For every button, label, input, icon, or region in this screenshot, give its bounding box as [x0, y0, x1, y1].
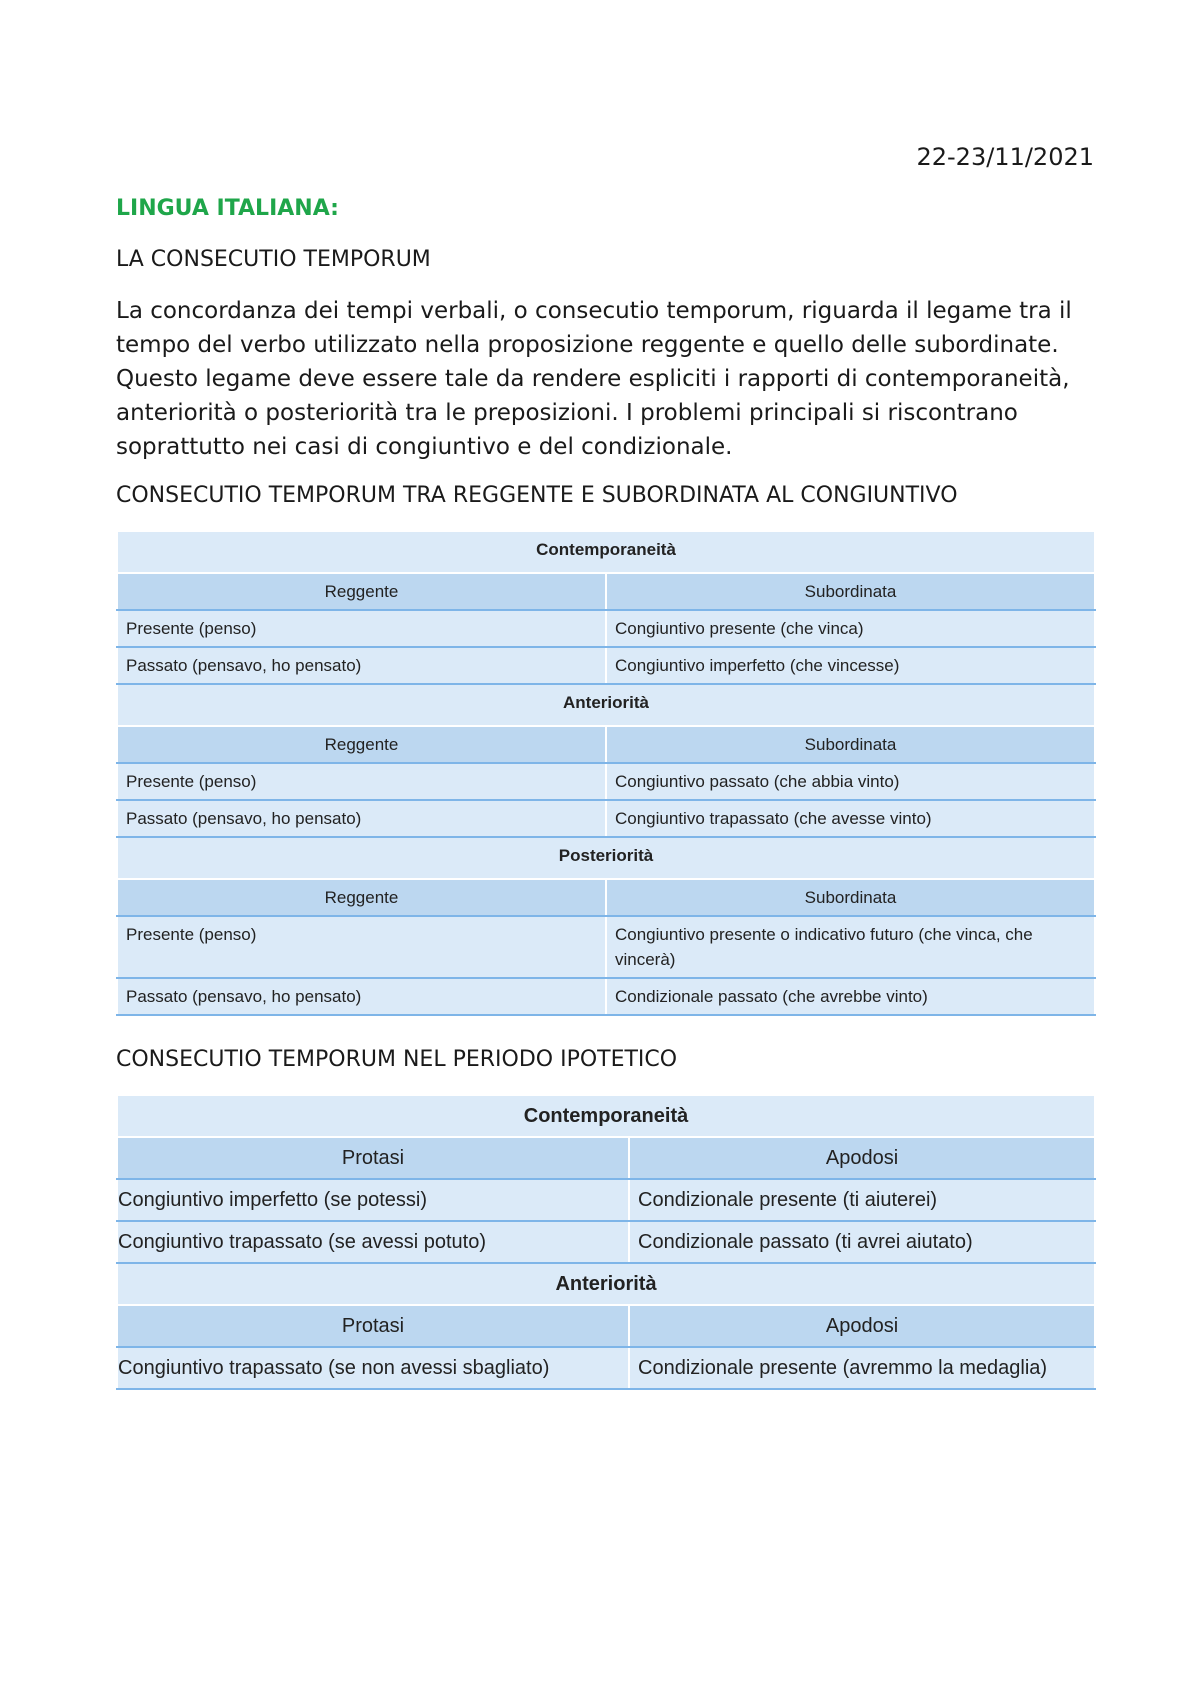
column-header-protasi: Protasi	[117, 1137, 629, 1179]
document-page	[116, 140, 1094, 1390]
column-header-reggente: Reggente	[117, 726, 606, 763]
column-header-subordinata: Subordinata	[606, 573, 1095, 610]
group-row	[117, 1263, 1095, 1305]
intro-paragraph: La concordanza dei tempi verbali, o consecutio temporum, riguarda il legame tra il tempo del verbo utilizzato nella proposizione reggente e quello delle subordinate. Questo legame deve essere tale da rendere espliciti i rapporti di contemporaneità, anteriorità o posteriorità tra le preposizioni. I problemi principali si riscontrano soprattutto nei casi di congiuntivo e del condizionale.	[116, 298, 1072, 460]
table-row	[117, 647, 1095, 684]
group-row	[117, 531, 1095, 573]
periodo-ipotetico-table	[116, 1094, 1096, 1390]
table-row	[117, 610, 1095, 647]
group-label: Contemporaneità	[117, 1095, 1095, 1137]
document-date: 22-23/11/2021	[916, 143, 1094, 171]
column-header-subordinata: Subordinata	[606, 726, 1095, 763]
table-row	[117, 1347, 1095, 1389]
column-header-row	[117, 573, 1095, 610]
column-header-apodosi: Apodosi	[629, 1305, 1095, 1347]
column-header-row	[117, 1137, 1095, 1179]
group-row	[117, 837, 1095, 879]
group-row	[117, 1095, 1095, 1137]
group-label: Posteriorità	[117, 837, 1095, 879]
table-row	[117, 800, 1095, 837]
column-header-row	[117, 726, 1095, 763]
cell-subordinata: Condizionale passato (che avrebbe vinto)	[606, 978, 1095, 1015]
subject-title: LINGUA ITALIANA:	[116, 196, 339, 221]
group-label: Contemporaneità	[117, 531, 1095, 573]
column-header-reggente: Reggente	[117, 879, 606, 916]
table-row	[117, 1221, 1095, 1263]
cell-reggente: Presente (penso)	[117, 763, 606, 800]
cell-apodosi: Condizionale presente (avremmo la medaglia)	[629, 1347, 1095, 1389]
table-row	[117, 978, 1095, 1015]
cell-subordinata: Congiuntivo imperfetto (che vincesse)	[606, 647, 1095, 684]
column-header-reggente: Reggente	[117, 573, 606, 610]
cell-subordinata: Congiuntivo presente (che vinca)	[606, 610, 1095, 647]
cell-protasi: Congiuntivo trapassato (se avessi potuto)	[117, 1221, 629, 1263]
table-row	[117, 763, 1095, 800]
group-label: Anteriorità	[117, 684, 1095, 726]
group-label: Anteriorità	[117, 1263, 1095, 1305]
column-header-subordinata: Subordinata	[606, 879, 1095, 916]
cell-reggente: Passato (pensavo, ho pensato)	[117, 647, 606, 684]
column-header-apodosi: Apodosi	[629, 1137, 1095, 1179]
column-header-row	[117, 1305, 1095, 1347]
cell-apodosi: Condizionale presente (ti aiuterei)	[629, 1179, 1095, 1221]
cell-apodosi: Condizionale passato (ti avrei aiutato)	[629, 1221, 1095, 1263]
cell-subordinata: Congiuntivo trapassato (che avesse vinto)	[606, 800, 1095, 837]
cell-reggente: Presente (penso)	[117, 916, 606, 978]
column-header-protasi: Protasi	[117, 1305, 629, 1347]
cell-protasi: Congiuntivo trapassato (se non avessi sbagliato)	[117, 1347, 629, 1389]
topic-heading: LA CONSECUTIO TEMPORUM	[116, 247, 431, 272]
cell-reggente: Presente (penso)	[117, 610, 606, 647]
cell-subordinata: Congiuntivo presente o indicativo futuro (che vinca, che vincerà)	[606, 916, 1095, 978]
table1-title: CONSECUTIO TEMPORUM TRA REGGENTE E SUBORDINATA AL CONGIUNTIVO	[116, 483, 958, 508]
cell-reggente: Passato (pensavo, ho pensato)	[117, 800, 606, 837]
cell-protasi: Congiuntivo imperfetto (se potessi)	[117, 1179, 629, 1221]
table2-title: CONSECUTIO TEMPORUM NEL PERIODO IPOTETICO	[116, 1047, 678, 1072]
cell-subordinata: Congiuntivo passato (che abbia vinto)	[606, 763, 1095, 800]
column-header-row	[117, 879, 1095, 916]
cell-reggente: Passato (pensavo, ho pensato)	[117, 978, 606, 1015]
congiuntivo-table	[116, 530, 1096, 1016]
table-row	[117, 1179, 1095, 1221]
group-row	[117, 684, 1095, 726]
table-row	[117, 916, 1095, 978]
